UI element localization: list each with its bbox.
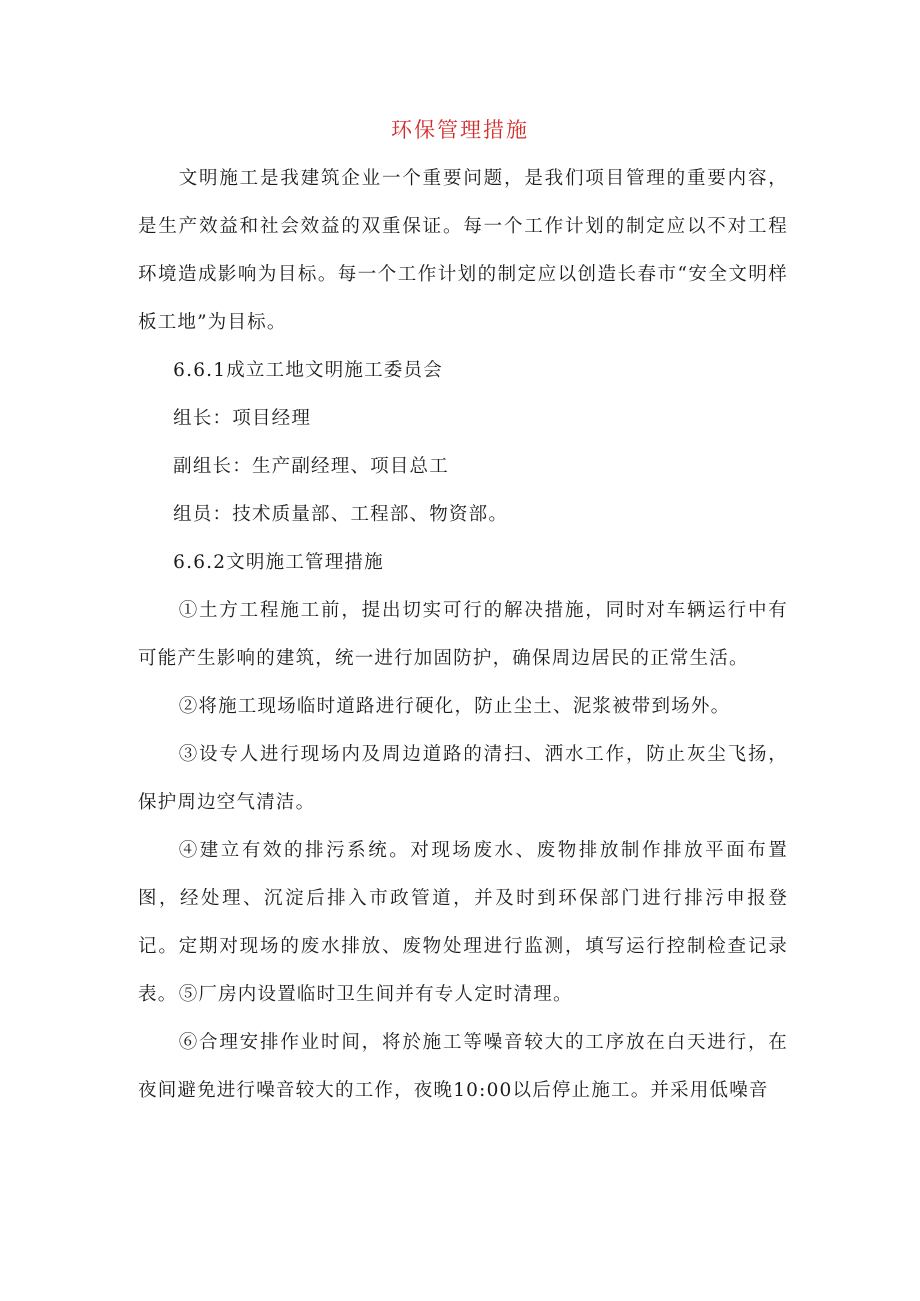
measure-item-6: ⑥合理安排作业时间，将於施工等噪音较大的工序放在白天进行，在夜间避免进行噪音较大的工作，夜晚10:00以后停止施工。并采用低噪音	[138, 1032, 788, 1101]
section-heading-6-6-2: 6.6.2文明施工管理措施	[173, 552, 384, 573]
measure-item-1: ①土方工程施工前，提出切实可行的解决措施，同时对车辆运行中有可能产生影响的建筑，统一进行加固防护，确保周边居民的正常生活。	[138, 600, 788, 669]
team-leader-line: 组长：项目经理	[173, 408, 312, 429]
measure-item-3: ③设专人进行现场内及周边道路的清扫、洒水工作，防止灰尘飞扬，保护周边空气清洁。	[138, 744, 788, 813]
members-line: 组员：技术质量部、工程部、物资部。	[173, 504, 509, 525]
measure-item-5: ⑤厂房内设置临时卫生间并有专人定时清理。	[178, 984, 573, 1005]
measure-item-2: ②将施工现场临时道路进行硬化，防止尘土、泥浆被带到场外。	[178, 696, 731, 717]
section-heading-6-6-1: 6.6.1成立工地文明施工委员会	[173, 360, 443, 381]
deputy-leader-line: 副组长：生产副经理、项目总工	[173, 456, 449, 477]
measure-item-4: ④建立有效的排污系统。对现场废水、废物排放制作排放平面布置图，经处理、沉淀后排入市政管道，并及时到环保部门进行排污申报登记。定期对现场的废水排放、废物处理进行监测，填写运行控制检查记录表。	[138, 840, 788, 1005]
intro-paragraph: 文明施工是我建筑企业一个重要问题，是我们项目管理的重要内容，是生产效益和社会效益的双重保证。每一个工作计划的制定应以不对工程环境造成影响为目标。每一个工作计划的制定应以创造长春市“安全文明样板工地”为目标。	[138, 168, 788, 333]
page-title: 环保管理措施	[391, 118, 529, 142]
